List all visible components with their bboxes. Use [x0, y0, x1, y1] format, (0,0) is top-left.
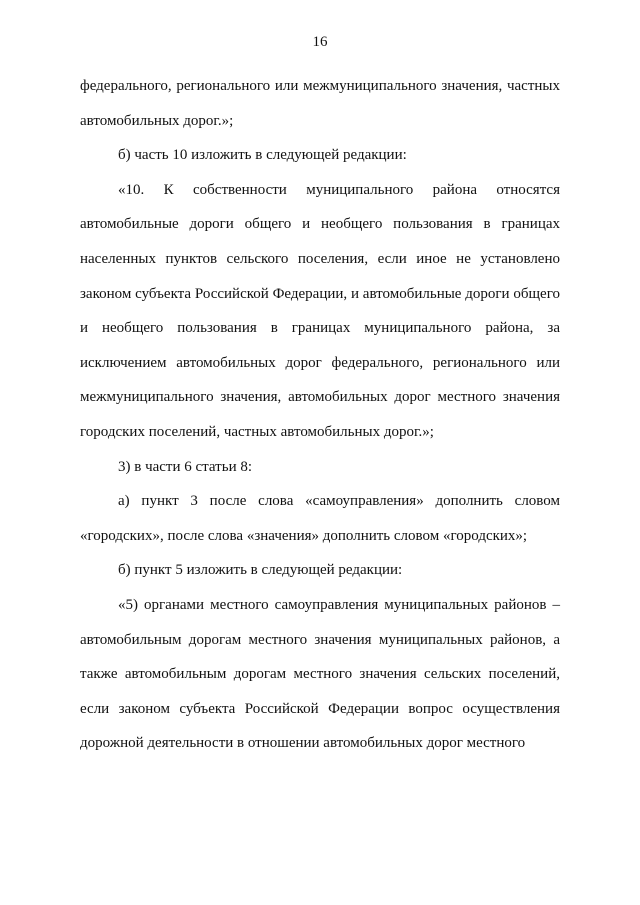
paragraph-part-10-text: «10. К собственности муниципального района относятся автомобильные дороги общего и необщего пользования в границах населенных пунктов сельского поселения, если иное не установлено законом субъекта Российской Федерации, и автомобильные дороги общего и необщего пользования в границах муниципального района, за исключением автомобильных дорог федерального, регионального или межмуниципального значения, автомобильных дорог местного значения городских поселений, частных автомобильных дорог.»;: [80, 181, 560, 440]
document-body: [80, 69, 560, 761]
paragraph-item-a-point-3: а) пункт 3 после слова «самоуправления» дополнить словом «городских», после слова «значения» дополнить словом «городских»;: [80, 493, 560, 544]
page-number: 16: [312, 34, 328, 50]
paragraph-item-3-article-8: 3) в части 6 статьи 8:: [118, 458, 253, 475]
paragraph-item-b-part-10: б) часть 10 изложить в следующей редакции:: [118, 147, 407, 164]
paragraph-item-b-point-5: б) пункт 5 изложить в следующей редакции:: [118, 562, 403, 579]
paragraph-continuation: федерального, регионального или межмуниципального значения, частных автомобильных дорог.»;: [80, 78, 560, 129]
paragraph-point-5-text: «5) органами местного самоуправления муниципальных районов – автомобильным дорогам местного значения муниципальных районов, а также автомобильным дорогам местного значения сельских поселений, если законом субъекта Российской Федерации вопрос осуществления дорожной деятельности в отношении автомобильных дорог местного: [80, 596, 560, 752]
